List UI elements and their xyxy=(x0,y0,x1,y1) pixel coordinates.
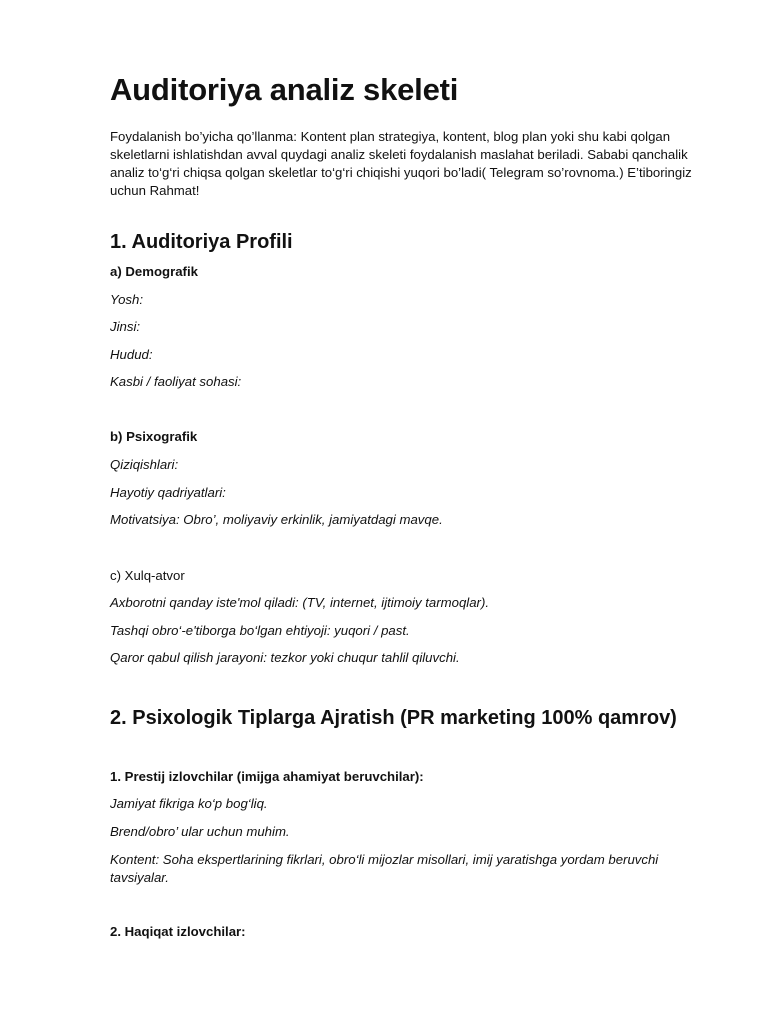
field-tashqi-obro: Tashqi obro‘-e'tiborga bo‘lgan ehtiyoji: yuqori / past. xyxy=(110,623,410,638)
field-kasbi: Kasbi / faoliyat sohasi: xyxy=(110,374,242,389)
item-kontent: Kontent: Soha ekspertlarining fikrlari, obro‘li mijozlar misollari, imij yaratishga yordam beruvchi tavsiyalar. xyxy=(110,852,659,885)
field-jinsi: Jinsi: xyxy=(110,319,141,334)
field-motivatsiya: Motivatsiya: Obro’, moliyaviy erkinlik, jamiyatdagi mavqe. xyxy=(110,512,443,527)
subheading-psixografik: b) Psixografik xyxy=(110,429,198,444)
subheading-demografik: a) Demografik xyxy=(110,264,198,279)
field-qiziqishlari: Qiziqishlari: xyxy=(110,457,179,472)
field-qadriyatlari: Hayotiy qadriyatlari: xyxy=(110,485,226,500)
field-qaror: Qaror qabul qilish jarayoni: tezkor yoki chuqur tahlil qiluvchi. xyxy=(110,650,460,665)
field-axborot: Axborotni qanday iste'mol qiladi: (TV, internet, ijtimoiy tarmoqlar). xyxy=(110,595,489,610)
document-title: Auditoriya analiz skeleti xyxy=(110,72,459,107)
section-heading-auditoriya-profili: 1. Auditoriya Profili xyxy=(110,231,293,253)
field-hudud: Hudud: xyxy=(110,347,153,362)
item-jamiyat-fikriga: Jamiyat fikriga ko‘p bog‘liq. xyxy=(110,796,268,811)
intro-paragraph: Foydalanish bo’yicha qo’llanma: Kontent plan strategiya, kontent, blog plan yoki shu kabi qolgan skeletlarni ishlatishdan avval quydagi analiz skeleti foydalanish maslahat beriladi. Sababi qanchalik analiz to‘g‘ri chiqsa qolgan skeletlar to‘g‘ri chiqishi yuqori bo’ladi( Telegram so’rovnoma.) E’tiboringiz uchun Rahmat! xyxy=(110,129,692,198)
subheading-haqiqat-izlovchilar: 2. Haqiqat izlovchilar: xyxy=(110,924,246,939)
section-heading-psixologik-tiplar: 2. Psixologik Tiplarga Ajratish (PR marketing 100% qamrov) xyxy=(110,707,677,729)
item-brend-obro: Brend/obro’ ular uchun muhim. xyxy=(110,824,290,839)
subheading-xulq-atvor: c) Xulq-atvor xyxy=(110,568,185,583)
field-yosh: Yosh: xyxy=(110,292,143,307)
subheading-prestij-izlovchilar: 1. Prestij izlovchilar (imijga ahamiyat beruvchilar): xyxy=(110,769,424,784)
